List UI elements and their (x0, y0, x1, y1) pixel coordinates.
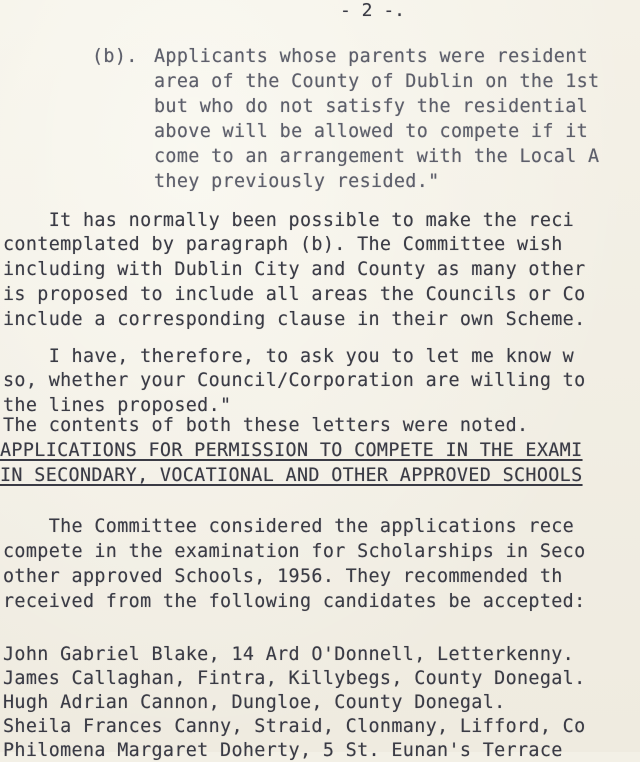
clause-marker: (b). (92, 46, 138, 67)
clause-line: come to an arrangement with the Local A (154, 146, 600, 167)
paragraph-line: compete in the examination for Scholarships in Seco (3, 541, 586, 562)
clause-line: but who do not satisfy the residential (154, 96, 589, 117)
section-heading: IN SECONDARY, VOCATIONAL AND OTHER APPROVED SCHOOLS (0, 465, 583, 486)
paragraph-line: is proposed to include all areas the Councils or Co (3, 284, 586, 305)
section-heading: APPLICATIONS FOR PERMISSION TO COMPETE IN THE EXAMI (0, 440, 583, 461)
candidate-entry: Sheila Frances Canny, Straid, Clonmany, Lifford, Co (3, 716, 586, 737)
paragraph-line: received from the following candidates be accepted: (3, 591, 586, 612)
candidate-entry: Philomena Margaret Doherty, 5 St. Eunan's Terrace (3, 740, 563, 761)
paragraph-line: include a corresponding clause in their own Scheme. (3, 309, 586, 330)
paragraph-line: It has normally been possible to make the reci (3, 210, 575, 231)
candidate-entry: Hugh Adrian Cannon, Dungloe, County Donegal. (3, 692, 506, 713)
candidate-entry: John Gabriel Blake, 14 Ard O'Donnell, Letterkenny. (3, 644, 575, 665)
clause-line: Applicants whose parents were resident (154, 46, 589, 67)
noted-line: The contents of both these letters were noted. (3, 415, 529, 436)
clause-line: area of the County of Dublin on the 1st (154, 71, 600, 92)
paragraph-line: contemplated by paragraph (b). The Committee wish (3, 234, 563, 255)
paragraph-line: so, whether your Council/Corporation are willing to (3, 370, 586, 391)
paragraph-line: I have, therefore, to ask you to let me know w (3, 346, 575, 367)
candidate-entry: James Callaghan, Fintra, Killybegs, County Donegal. (3, 668, 586, 689)
paragraph-line: the lines proposed." (3, 395, 232, 416)
clause-line: above will be allowed to compete if it (154, 121, 589, 142)
clause-line: they previously resided." (154, 171, 440, 192)
paragraph-line: other approved Schools, 1956. They recommended th (3, 566, 563, 587)
paragraph-line: The Committee considered the applications rece (3, 516, 575, 537)
paragraph-line: including with Dublin City and County as many other (3, 259, 586, 280)
page-number: - 2 -. (340, 0, 406, 21)
